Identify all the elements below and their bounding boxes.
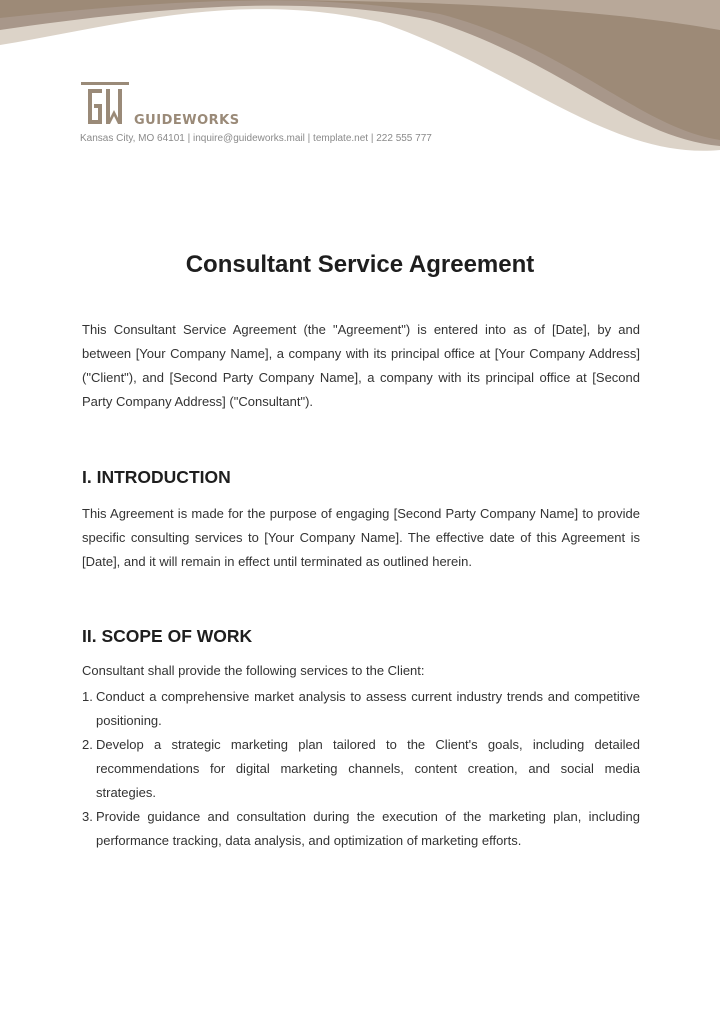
contact-info: Kansas City, MO 64101 | inquire@guideworks.mail | template.net | 222 555 777 [80, 133, 432, 144]
section-heading-scope: II. SCOPE OF WORK [82, 626, 253, 646]
scope-list [82, 685, 640, 853]
brand-name: GUIDEWORKS [134, 113, 240, 128]
document-title: Consultant Service Agreement [185, 251, 535, 278]
list-item [82, 685, 640, 733]
introduction-paragraph: This Agreement is made for the purpose of engaging [Second Party Company Name] to provide specific consulting services to [Your Company Name]. The effective date of this Agreement is [Date], and it will remain in effect until terminated as outlined herein. [82, 506, 640, 569]
intro-paragraph: This Consultant Service Agreement (the "Agreement") is entered into as of [Date], by and between [Your Company Name], a company with its principal office at [Your Company Address] ("Client"), and [Second Party Company Name], a company with its principal office at [Second Party Company Address] ("Consultant"). [82, 322, 640, 409]
guideworks-gw-monogram-icon [80, 80, 130, 130]
scope-lead-text: Consultant shall provide the following services to the Client: [82, 663, 425, 678]
list-item-number: 1. [82, 689, 93, 704]
list-item-text: Conduct a comprehensive market analysis to assess current industry trends and competitive positioning. [96, 689, 640, 728]
list-item-text: Provide guidance and consultation during the execution of the marketing plan, including performance tracking, data analysis, and optimization of marketing efforts. [96, 809, 640, 848]
list-item-number: 2. [82, 737, 93, 752]
list-item-text: Develop a strategic marketing plan tailored to the Client's goals, including detailed recommendations for digital marketing channels, content creation, and social media strategies. [96, 737, 640, 800]
list-item [82, 805, 640, 853]
company-logo [80, 80, 240, 130]
list-item-number: 3. [82, 809, 93, 824]
list-item [82, 733, 640, 805]
section-heading-introduction: I. INTRODUCTION [82, 467, 231, 487]
